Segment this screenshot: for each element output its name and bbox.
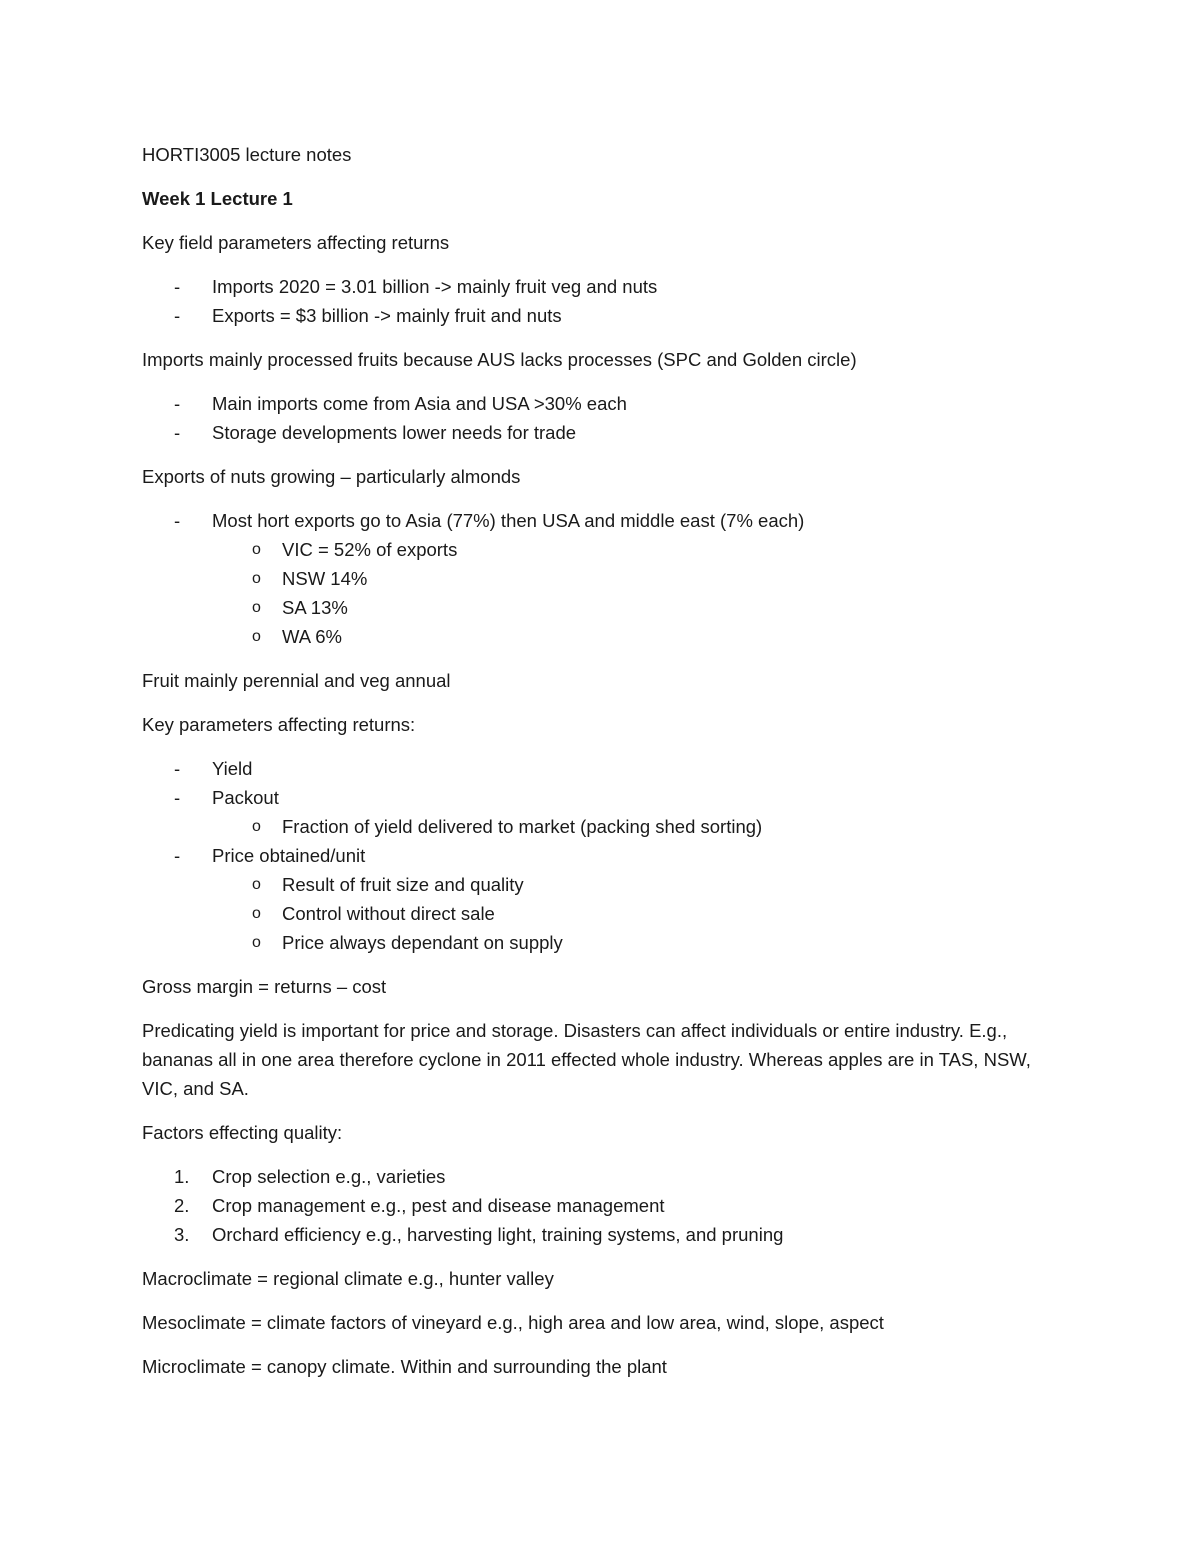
- section-key-field-parameters: Key field parameters affecting returns: [142, 232, 450, 253]
- numbered-item: [142, 1162, 1062, 1191]
- list-item: [142, 301, 1062, 330]
- circle-bullet: o: [252, 599, 261, 616]
- list-item-text: Exports = $3 billion -> mainly fruit and nuts: [212, 305, 562, 326]
- section-imports-processed: Imports mainly processed fruits because AUS lacks processes (SPC and Golden circle): [142, 349, 857, 370]
- sub-list-item: [142, 899, 1062, 928]
- section-gross-margin: Gross margin = returns – cost: [142, 976, 387, 997]
- circle-bullet: o: [252, 570, 261, 587]
- numbered-item-text: Crop selection e.g., varieties: [212, 1166, 446, 1187]
- imports-exports-list: [142, 272, 1062, 330]
- number-marker: 1.: [174, 1166, 190, 1187]
- list-item-text: Main imports come from Asia and USA >30% each: [212, 393, 627, 414]
- list-item-text: Packout: [212, 787, 279, 808]
- circle-bullet: o: [252, 876, 261, 893]
- sub-list-item: [142, 593, 1062, 622]
- numbered-item-text: Crop management e.g., pest and disease management: [212, 1195, 665, 1216]
- sub-list-item: [142, 535, 1062, 564]
- dash-bullet: -: [174, 305, 181, 326]
- list-item-text: Price obtained/unit: [212, 845, 366, 866]
- list-item: [142, 841, 1062, 870]
- document-page: [142, 140, 1062, 1396]
- number-marker: 2.: [174, 1195, 190, 1216]
- list-item-text: Imports 2020 = 3.01 billion -> mainly fruit veg and nuts: [212, 276, 658, 297]
- numbered-item-text: Orchard efficiency e.g., harvesting light, training systems, and pruning: [212, 1224, 784, 1245]
- dash-bullet: -: [174, 845, 181, 866]
- dash-bullet: -: [174, 393, 181, 414]
- sub-list-item: [142, 564, 1062, 593]
- section-mesoclimate: Mesoclimate = climate factors of vineyard e.g., high area and low area, wind, slope, aspect: [142, 1312, 884, 1333]
- list-item: [142, 754, 1062, 783]
- exports-list: [142, 506, 1062, 651]
- list-item-text: Storage developments lower needs for trade: [212, 422, 577, 443]
- list-item-text: Yield: [212, 758, 253, 779]
- numbered-item: [142, 1191, 1062, 1220]
- sub-list-item: [142, 622, 1062, 651]
- sub-list-item-text: NSW 14%: [282, 568, 368, 589]
- sub-list-item: [142, 870, 1062, 899]
- quality-factors-list: [142, 1162, 1062, 1249]
- dash-bullet: -: [174, 276, 181, 297]
- sub-list-item: [142, 928, 1062, 957]
- sub-list-item-text: Fraction of yield delivered to market (packing shed sorting): [282, 816, 763, 837]
- circle-bullet: o: [252, 628, 261, 645]
- sub-list-item: [142, 812, 1062, 841]
- week-heading: Week 1 Lecture 1: [142, 188, 293, 209]
- section-macroclimate: Macroclimate = regional climate e.g., hunter valley: [142, 1268, 554, 1289]
- section-microclimate: Microclimate = canopy climate. Within and surrounding the plant: [142, 1356, 667, 1377]
- list-item-text: Most hort exports go to Asia (77%) then USA and middle east (7% each): [212, 510, 805, 531]
- list-item: [142, 783, 1062, 812]
- list-item: [142, 272, 1062, 301]
- section-key-parameters: Key parameters affecting returns:: [142, 714, 416, 735]
- section-predicating-yield: Predicating yield is important for price and storage. Disasters can affect individuals or entire industry. E.g., bananas all in one area therefore cyclone in 2011 effected whole industry. Whereas apples are in TAS, NSW, VIC, and SA.: [142, 1020, 1031, 1099]
- sub-list-item-text: Price always dependant on supply: [282, 932, 563, 953]
- sub-list-item-text: Result of fruit size and quality: [282, 874, 524, 895]
- circle-bullet: o: [252, 818, 261, 835]
- sub-list-item-text: VIC = 52% of exports: [282, 539, 458, 560]
- circle-bullet: o: [252, 934, 261, 951]
- sub-list-item-text: SA 13%: [282, 597, 348, 618]
- dash-bullet: -: [174, 510, 181, 531]
- dash-bullet: -: [174, 758, 181, 779]
- key-parameters-list: [142, 754, 1062, 957]
- list-item: [142, 389, 1062, 418]
- list-item: [142, 418, 1062, 447]
- document-title: HORTI3005 lecture notes: [142, 144, 352, 165]
- sub-list-item-text: WA 6%: [282, 626, 342, 647]
- circle-bullet: o: [252, 541, 261, 558]
- list-item: [142, 506, 1062, 535]
- circle-bullet: o: [252, 905, 261, 922]
- sub-list-item-text: Control without direct sale: [282, 903, 495, 924]
- dash-bullet: -: [174, 787, 181, 808]
- section-fruit-perennial: Fruit mainly perennial and veg annual: [142, 670, 451, 691]
- section-exports-nuts: Exports of nuts growing – particularly almonds: [142, 466, 521, 487]
- number-marker: 3.: [174, 1224, 190, 1245]
- imports-list: [142, 389, 1062, 447]
- dash-bullet: -: [174, 422, 181, 443]
- section-factors-quality: Factors effecting quality:: [142, 1122, 343, 1143]
- numbered-item: [142, 1220, 1062, 1249]
